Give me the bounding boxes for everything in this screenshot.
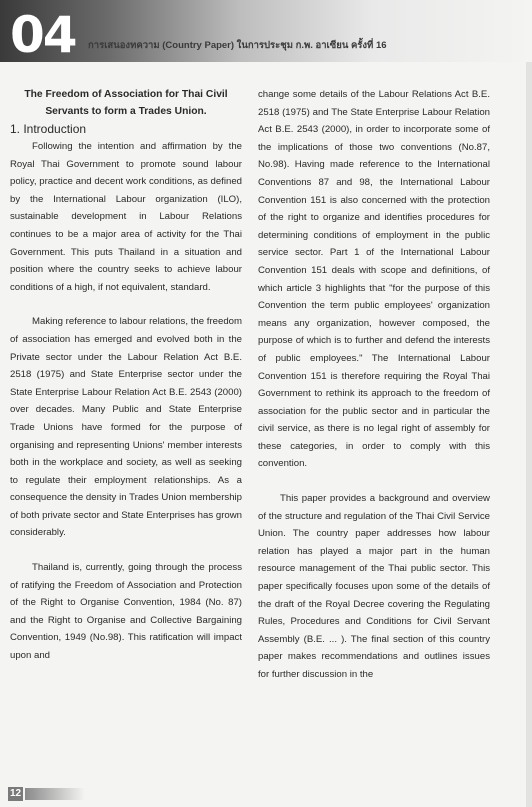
paragraph: This paper provides a background and overview of the structure and regulation of the Thai Civil Service Union. The country paper addresses how labour relation has played a major part in the human resource management of the Thai public sector. This paper specifically focuses upon some of the details of the draft of the Royal Decree covering the Regulating Rules, Procedures and Conditions for Civil Servant Assembly (B.E. ... ). The final section of this country paper makes recommendations and outlines issues for further discussion in the [258, 493, 490, 680]
article-title: The Freedom of Association for Thai Civil Servants to form a Trades Union. [24, 89, 228, 117]
page-footer [8, 786, 85, 802]
section-heading: 1. Introduction [10, 122, 87, 136]
footer-decoration [25, 788, 85, 800]
paragraph: Making reference to labour relations, the freedom of association has emerged and evolved both in the Private sector under the Labour Relation Act B.E. 2518 (1975) and State Enterprise sector under the State Enterprise Labour Relation Act B.E. 2543 (2000) over decades. Many Public and State Enterprise Trade Unions have formed for the purpose of organising and representing Unions' member interests both in the workplace and society, as well as seeking to regulate their employment relationships. As a consequence the density in Trades Union membership of both private sector and State Enterprises has grown considerably. [10, 316, 242, 539]
chapter-number: 04 [10, 6, 76, 64]
header-title: การเสนองทความ (Country Paper) ในการประชุม ก.พ. อาเซียน ครั้งที่ 16 [88, 40, 387, 51]
paragraph: change some details of the Labour Relations Act B.E. 2518 (1975) and The State Enterprise Labour Relation Act B.E. 2543 (2000), in order to incorporate some of the implications of those two conventions (No.87, No.98). Having made reference to the International Conventions 87 and 98, the International Labour Convention 151 is also concerned with the protection of the right to organize and identifies procedures for determining conditions of employment in the public service sector. Part 1 of the International Labour Convention 151 deals with scope and definitions, of which article 3 highlights that "for the purpose of this Convention the term public employees' organization means any organization, however composed, the purpose of which is to further and defend the interests of public employees." The International Labour Convention 151 is therefore requiring the Royal Thai Government to rethink its approach to the freedom of association for the public sector and in particular the civil service, as there is no legal right of assembly for these categories, in order to comply with this convention. [258, 89, 490, 470]
left-column [10, 86, 242, 665]
page-number: 12 [10, 788, 22, 799]
paragraph: Thailand is, currently, going through the process of ratifying the Freedom of Association and Protection of the Right to Organise Convention, 1984 (No. 87) and the Right to Organise and Collective Bargaining Convention, 1949 (No.98). This ratification will impact upon and [10, 562, 242, 662]
paragraph: Following the intention and affirmation by the Royal Thai Government to promote sound labour policy, practice and decent work conditions, as defined by the International Labour organization (ILO), sustainable development in Labour Relations continues to be a major area of activity for the Thai Government. This puts Thailand in a situation and position where the country seeks to achieve labour conditions of a high, if not equivalent, standard. [10, 141, 242, 293]
page-header [0, 0, 532, 62]
page-edge-strip [526, 62, 532, 807]
right-column [258, 86, 490, 684]
